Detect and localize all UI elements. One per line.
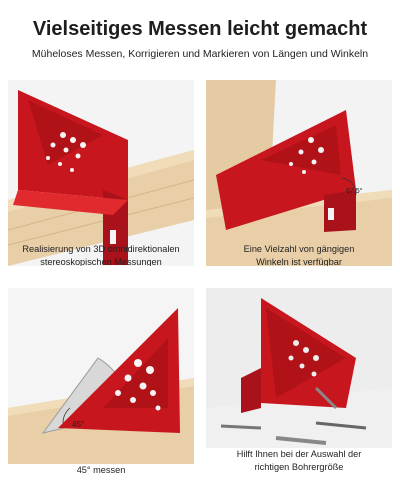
- caption-line-2: Winkeln ist verfügbar: [256, 257, 342, 266]
- caption-drill-size: [206, 448, 392, 474]
- product-illustration-3d: [8, 80, 194, 266]
- page-title: Vielseitiges Messen leicht gemacht: [32, 18, 368, 40]
- product-illustration-45: [8, 288, 194, 474]
- page-subtitle: Müheloses Messen, Korrigieren und Markieren von Längen und Winkeln: [31, 48, 369, 60]
- caption-line-1: Realisierung von 3D omnidirektionalen: [22, 244, 180, 254]
- product-illustration-angles: [206, 80, 392, 266]
- panel-drill-size: [206, 288, 392, 474]
- panel-3d-measurement: [8, 80, 194, 266]
- caption-common-angles: [206, 243, 392, 266]
- caption-line-1: Eine Vielzahl von gängigen: [243, 244, 355, 254]
- caption-line-2: stereoskopischen Messungen: [40, 257, 162, 266]
- panel-common-angles: [206, 80, 392, 266]
- caption-3d-measurement: [8, 243, 194, 266]
- product-illustration-drill: [206, 288, 392, 474]
- caption-line-1: 45° messen: [76, 465, 126, 474]
- panel-45-degree: [8, 288, 194, 474]
- caption-45-degree: [8, 464, 194, 474]
- caption-line-1: Hilft Ihnen bei der Auswahl der: [236, 449, 362, 459]
- angle-label-45: 45°: [72, 420, 85, 429]
- caption-line-2: richtigen Bohrergröße: [254, 462, 344, 472]
- angle-label-67: 67.5°: [346, 188, 363, 195]
